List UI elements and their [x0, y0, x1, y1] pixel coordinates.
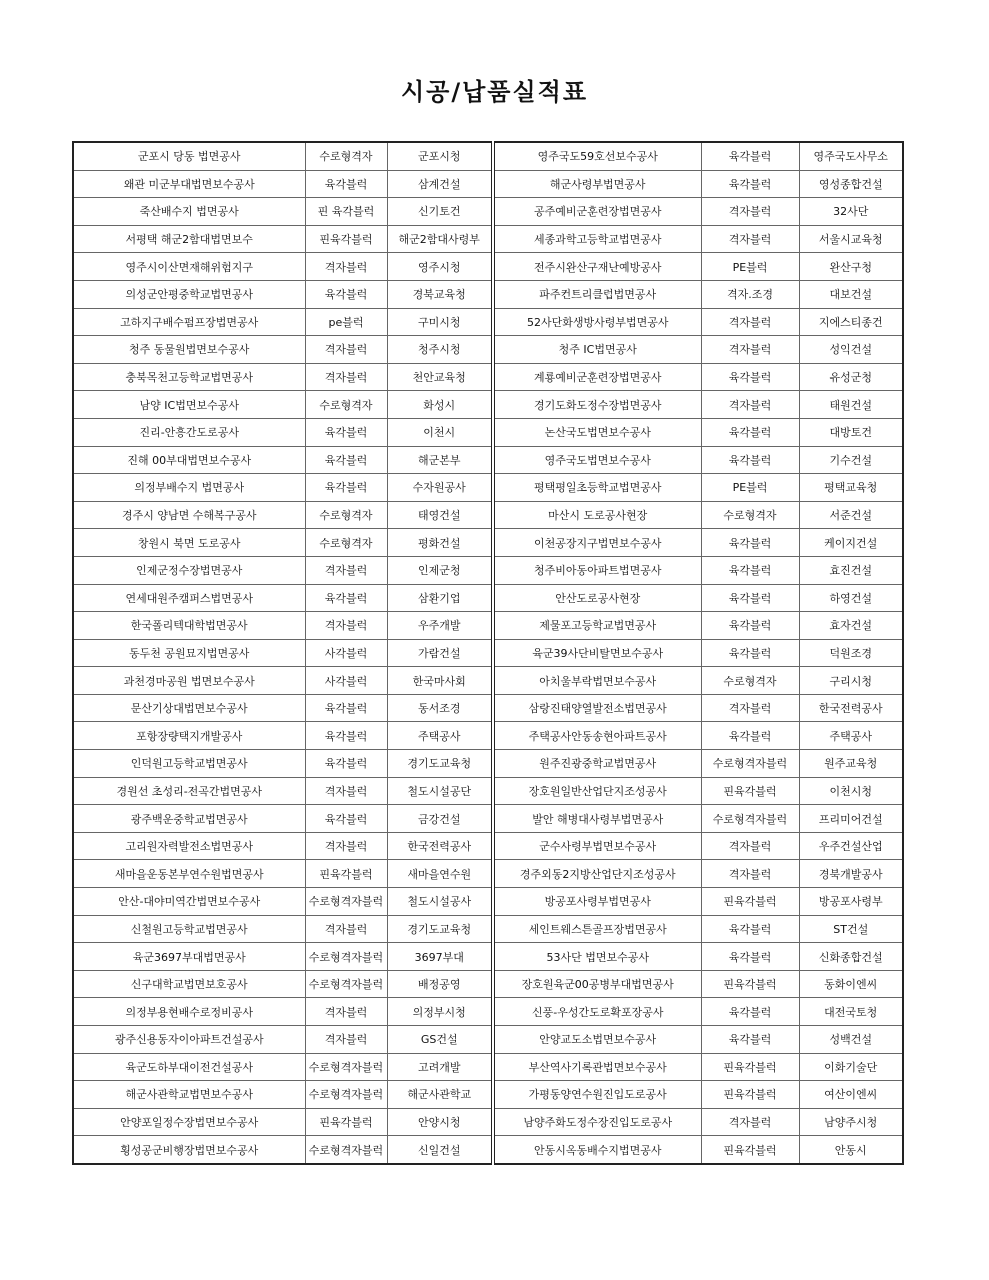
product-cell: 육각블럭 [701, 943, 799, 971]
product-cell: 육각블럭 [305, 474, 387, 502]
table-row [73, 860, 903, 888]
product-cell: pe블럭 [305, 308, 387, 336]
product-cell: 육각블럭 [701, 915, 799, 943]
project-name-cell: 서평택 해군2함대법면보수 [73, 225, 305, 253]
project-name-cell: 안산도로공사현장 [493, 584, 701, 612]
client-cell: 방공포사령부 [799, 888, 903, 916]
table-row [73, 225, 903, 253]
product-cell: 수로형격자 [305, 501, 387, 529]
client-cell: 태영건설 [387, 501, 493, 529]
table-row [73, 474, 903, 502]
table-row [73, 446, 903, 474]
client-cell: 덕원조경 [799, 639, 903, 667]
project-name-cell: 파주컨트리클럽법면공사 [493, 280, 701, 308]
client-cell: 원주교육청 [799, 750, 903, 778]
table-row [73, 694, 903, 722]
project-name-cell: 한국폴리텍대학법면공사 [73, 612, 305, 640]
product-cell: 격자블럭 [701, 1108, 799, 1136]
product-cell: PE블럭 [701, 474, 799, 502]
client-cell: 남양주시청 [799, 1108, 903, 1136]
product-cell: 육각블럭 [701, 529, 799, 557]
client-cell: 금강건설 [387, 805, 493, 833]
client-cell: 우주건설산업 [799, 832, 903, 860]
table-row [73, 280, 903, 308]
table-row [73, 998, 903, 1026]
product-cell: 핀육각블럭 [701, 1053, 799, 1081]
client-cell: 영주시청 [387, 253, 493, 281]
project-name-cell: 신철원고등학교법면공사 [73, 915, 305, 943]
project-name-cell: 창원시 북면 도로공사 [73, 529, 305, 557]
client-cell: 평화건설 [387, 529, 493, 557]
product-cell: 격자블럭 [701, 198, 799, 226]
product-cell: 핀육각블럭 [701, 1081, 799, 1109]
project-name-cell: 이천공장지구법면보수공사 [493, 529, 701, 557]
table-row [73, 501, 903, 529]
product-cell: 수로형격자블럭 [305, 943, 387, 971]
product-cell: 격자블럭 [305, 777, 387, 805]
client-cell: 이천시청 [799, 777, 903, 805]
client-cell: 신기토건 [387, 198, 493, 226]
product-cell: 사각블럭 [305, 639, 387, 667]
client-cell: 우주개발 [387, 612, 493, 640]
project-name-cell: 논산국도법면보수공사 [493, 418, 701, 446]
project-name-cell: 53사단 법면보수공사 [493, 943, 701, 971]
project-name-cell: 삼랑진태양열발전소법면공사 [493, 694, 701, 722]
product-cell: 육각블럭 [701, 1026, 799, 1054]
table-row [73, 805, 903, 833]
project-name-cell: 왜관 미군부대법면보수공사 [73, 170, 305, 198]
product-cell: 격자블럭 [305, 832, 387, 860]
table-row [73, 1026, 903, 1054]
project-name-cell: 장호원일반산업단지조성공사 [493, 777, 701, 805]
client-cell: 여산이엔씨 [799, 1081, 903, 1109]
client-cell: 서준건설 [799, 501, 903, 529]
client-cell: 한국전력공사 [799, 694, 903, 722]
client-cell: 서울시교육청 [799, 225, 903, 253]
product-cell: 핀육각블럭 [701, 1136, 799, 1164]
project-name-cell: 고하지구배수펌프장법면공사 [73, 308, 305, 336]
product-cell: 격자블럭 [305, 363, 387, 391]
product-cell: 격자블럭 [305, 998, 387, 1026]
table-row [73, 556, 903, 584]
table-row [73, 832, 903, 860]
product-cell: 육각블럭 [701, 612, 799, 640]
project-name-cell: 공주예비군훈련장법면공사 [493, 198, 701, 226]
project-name-cell: 가평동양연수원진입도로공사 [493, 1081, 701, 1109]
product-cell: 육각블럭 [701, 418, 799, 446]
client-cell: GS건설 [387, 1026, 493, 1054]
client-cell: 평택교육청 [799, 474, 903, 502]
project-name-cell: 원주진광중학교법면공사 [493, 750, 701, 778]
client-cell: 성백건설 [799, 1026, 903, 1054]
product-cell: 육각블럭 [701, 722, 799, 750]
table-row [73, 667, 903, 695]
table-row [73, 1053, 903, 1081]
project-name-cell: 인제군정수장법면공사 [73, 556, 305, 584]
table-row [73, 639, 903, 667]
product-cell: 육각블럭 [305, 750, 387, 778]
table-row [73, 888, 903, 916]
project-name-cell: 고리원자력발전소법면공사 [73, 832, 305, 860]
project-name-cell: 신구대학교법면보호공사 [73, 970, 305, 998]
project-name-cell: 장호원육군00공병부대법면공사 [493, 970, 701, 998]
project-name-cell: 아치울부락법면보수공사 [493, 667, 701, 695]
product-cell: 격자블럭 [305, 612, 387, 640]
table-row [73, 970, 903, 998]
client-cell: 군포시청 [387, 142, 493, 170]
client-cell: 가람건설 [387, 639, 493, 667]
client-cell: 한국마사회 [387, 667, 493, 695]
product-cell: 수로형격자 [305, 391, 387, 419]
product-cell: 수로형격자블럭 [305, 1081, 387, 1109]
project-name-cell: 죽산배수지 법면공사 [73, 198, 305, 226]
project-name-cell: 계룡예비군훈련장법면공사 [493, 363, 701, 391]
client-cell: 케이지건설 [799, 529, 903, 557]
product-cell: 격자블럭 [305, 253, 387, 281]
product-cell: 육각블럭 [305, 170, 387, 198]
project-name-cell: 의정부배수지 법면공사 [73, 474, 305, 502]
project-name-cell: 경주외동2지방산업단지조성공사 [493, 860, 701, 888]
product-cell: 사각블럭 [305, 667, 387, 695]
client-cell: 동화이엔씨 [799, 970, 903, 998]
client-cell: 철도시설공단 [387, 777, 493, 805]
product-cell: 격자블럭 [701, 391, 799, 419]
table-row [73, 1081, 903, 1109]
product-cell: PE블럭 [701, 253, 799, 281]
project-name-cell: 안동시옥동배수지법면공사 [493, 1136, 701, 1164]
product-cell: 격자블럭 [701, 832, 799, 860]
project-name-cell: 광주신용동자이아파트건설공사 [73, 1026, 305, 1054]
client-cell: 대방토건 [799, 418, 903, 446]
product-cell: 핀육각블럭 [305, 225, 387, 253]
project-name-cell: 동두천 공원묘지법면공사 [73, 639, 305, 667]
project-name-cell: 진리-안흥간도로공사 [73, 418, 305, 446]
project-name-cell: 영주국도59호선보수공사 [493, 142, 701, 170]
product-cell: 격자.조경 [701, 280, 799, 308]
client-cell: 이화기술단 [799, 1053, 903, 1081]
product-cell: 육각블럭 [701, 639, 799, 667]
project-name-cell: 연세대원주캠퍼스법면공사 [73, 584, 305, 612]
client-cell: 신일건설 [387, 1136, 493, 1164]
client-cell: 32사단 [799, 198, 903, 226]
product-cell: 격자블럭 [701, 694, 799, 722]
project-name-cell: 군수사령부법면보수공사 [493, 832, 701, 860]
project-name-cell: 발안 해병대사령부법면공사 [493, 805, 701, 833]
project-name-cell: 주택공사안동송현아파트공사 [493, 722, 701, 750]
product-cell: 수로형격자블럭 [305, 970, 387, 998]
project-name-cell: 해군사령부법면공사 [493, 170, 701, 198]
product-cell: 수로형격자 [701, 501, 799, 529]
client-cell: 3697부대 [387, 943, 493, 971]
product-cell: 핀 육각블럭 [305, 198, 387, 226]
client-cell: 철도시설공사 [387, 888, 493, 916]
project-name-cell: 세종과학고등학교법면공사 [493, 225, 701, 253]
client-cell: 경기도교육청 [387, 915, 493, 943]
table-row [73, 943, 903, 971]
product-cell: 격자블럭 [701, 225, 799, 253]
product-cell: 육각블럭 [701, 446, 799, 474]
product-cell: 격자블럭 [305, 915, 387, 943]
client-cell: 고려개발 [387, 1053, 493, 1081]
product-cell: 수로형격자 [305, 529, 387, 557]
client-cell: 효자건설 [799, 612, 903, 640]
table-row [73, 170, 903, 198]
product-cell: 육각블럭 [701, 170, 799, 198]
product-cell: 육각블럭 [305, 418, 387, 446]
client-cell: ST건설 [799, 915, 903, 943]
product-cell: 격자블럭 [305, 556, 387, 584]
project-name-cell: 경원선 초성리-전곡간법면공사 [73, 777, 305, 805]
product-cell: 육각블럭 [305, 694, 387, 722]
project-name-cell: 안산-대야미역간법면보수공사 [73, 888, 305, 916]
product-cell: 수로형격자 [701, 667, 799, 695]
product-cell: 격자블럭 [701, 860, 799, 888]
project-name-cell: 신풍-우성간도로확포장공사 [493, 998, 701, 1026]
product-cell: 수로형격자블럭 [305, 1053, 387, 1081]
product-cell: 육각블럭 [701, 998, 799, 1026]
project-name-cell: 세인트웨스튼골프장법면공사 [493, 915, 701, 943]
client-cell: 성익건설 [799, 336, 903, 364]
product-cell: 육각블럭 [701, 584, 799, 612]
client-cell: 동서조경 [387, 694, 493, 722]
client-cell: 영성종합건설 [799, 170, 903, 198]
client-cell: 태원건설 [799, 391, 903, 419]
client-cell: 해군본부 [387, 446, 493, 474]
product-cell: 수로형격자블럭 [305, 1136, 387, 1164]
project-name-cell: 안양교도소법면보수공사 [493, 1026, 701, 1054]
product-cell: 육각블럭 [305, 722, 387, 750]
project-name-cell: 충북목천고등학교법면공사 [73, 363, 305, 391]
client-cell: 안양시청 [387, 1108, 493, 1136]
product-cell: 육각블럭 [701, 556, 799, 584]
product-cell: 육각블럭 [701, 363, 799, 391]
client-cell: 해군사관학교 [387, 1081, 493, 1109]
product-cell: 육각블럭 [305, 446, 387, 474]
table-row [73, 363, 903, 391]
project-name-cell: 부산역사기록관법면보수공사 [493, 1053, 701, 1081]
project-name-cell: 과천경마공원 법면보수공사 [73, 667, 305, 695]
client-cell: 경기도교육청 [387, 750, 493, 778]
project-name-cell: 남양 IC법면보수공사 [73, 391, 305, 419]
project-name-cell: 영주시이산면재해위험지구 [73, 253, 305, 281]
client-cell: 의정부시청 [387, 998, 493, 1026]
table-row [73, 1136, 903, 1164]
project-name-cell: 청주 IC법면공사 [493, 336, 701, 364]
table-row [73, 529, 903, 557]
client-cell: 배정공영 [387, 970, 493, 998]
product-cell: 격자블럭 [701, 308, 799, 336]
table-row [73, 418, 903, 446]
client-cell: 완산구청 [799, 253, 903, 281]
client-cell: 기수건설 [799, 446, 903, 474]
client-cell: 삼계건설 [387, 170, 493, 198]
client-cell: 대전국토청 [799, 998, 903, 1026]
page-title: 시공/납품실적표 [400, 78, 589, 106]
product-cell: 육각블럭 [305, 280, 387, 308]
product-cell: 핀육각블럭 [305, 860, 387, 888]
table-row [73, 142, 903, 170]
project-name-cell: 경기도화도정수장법면공사 [493, 391, 701, 419]
project-name-cell: 광주백운중학교법면공사 [73, 805, 305, 833]
client-cell: 영주국도사무소 [799, 142, 903, 170]
client-cell: 구미시청 [387, 308, 493, 336]
performance-table-body [73, 142, 903, 1164]
table-row [73, 750, 903, 778]
client-cell: 수자원공사 [387, 474, 493, 502]
product-cell: 육각블럭 [701, 142, 799, 170]
product-cell: 수로형격자블럭 [701, 750, 799, 778]
client-cell: 하영건설 [799, 584, 903, 612]
project-name-cell: 안양포일정수장법면보수공사 [73, 1108, 305, 1136]
performance-table [72, 141, 904, 1165]
table-row [73, 915, 903, 943]
client-cell: 지에스티종건 [799, 308, 903, 336]
product-cell: 수로형격자블럭 [701, 805, 799, 833]
table-row [73, 253, 903, 281]
client-cell: 경북개발공사 [799, 860, 903, 888]
client-cell: 인제군청 [387, 556, 493, 584]
client-cell: 대보건설 [799, 280, 903, 308]
project-name-cell: 전주시완산구재난예방공사 [493, 253, 701, 281]
project-name-cell: 인덕원고등학교법면공사 [73, 750, 305, 778]
project-name-cell: 군포시 당동 법면공사 [73, 142, 305, 170]
project-name-cell: 횡성공군비행장법면보수공사 [73, 1136, 305, 1164]
client-cell: 주택공사 [387, 722, 493, 750]
project-name-cell: 의정부용현배수로정비공사 [73, 998, 305, 1026]
project-name-cell: 육군39사단비탈면보수공사 [493, 639, 701, 667]
product-cell: 핀육각블럭 [701, 970, 799, 998]
project-name-cell: 방공포사령부법면공사 [493, 888, 701, 916]
project-name-cell: 문산기상대법면보수공사 [73, 694, 305, 722]
project-name-cell: 청주 동물원법면보수공사 [73, 336, 305, 364]
client-cell: 유성군청 [799, 363, 903, 391]
client-cell: 이천시 [387, 418, 493, 446]
table-row [73, 612, 903, 640]
project-name-cell: 육군도하부대이전건설공사 [73, 1053, 305, 1081]
product-cell: 수로형격자 [305, 142, 387, 170]
project-name-cell: 새마을운동본부연수원법면공사 [73, 860, 305, 888]
client-cell: 주택공사 [799, 722, 903, 750]
product-cell: 격자블럭 [305, 336, 387, 364]
product-cell: 격자블럭 [701, 336, 799, 364]
product-cell: 수로형격자블럭 [305, 888, 387, 916]
client-cell: 경북교육청 [387, 280, 493, 308]
table-row [73, 1108, 903, 1136]
project-name-cell: 해군사관학교법면보수공사 [73, 1081, 305, 1109]
project-name-cell: 육군3697부대법면공사 [73, 943, 305, 971]
table-row [73, 336, 903, 364]
table-row [73, 777, 903, 805]
product-cell: 격자블럭 [305, 1026, 387, 1054]
product-cell: 핀육각블럭 [701, 777, 799, 805]
project-name-cell: 청주비아동아파트법면공사 [493, 556, 701, 584]
table-row [73, 308, 903, 336]
project-name-cell: 의성군안평중학교법면공사 [73, 280, 305, 308]
client-cell: 삼환기업 [387, 584, 493, 612]
product-cell: 육각블럭 [305, 584, 387, 612]
table-row [73, 722, 903, 750]
table-row [73, 584, 903, 612]
project-name-cell: 포항장량택지개발공사 [73, 722, 305, 750]
project-name-cell: 진해 00부대법면보수공사 [73, 446, 305, 474]
client-cell: 한국전력공사 [387, 832, 493, 860]
client-cell: 신화종합건설 [799, 943, 903, 971]
client-cell: 효진건설 [799, 556, 903, 584]
table-row [73, 391, 903, 419]
table-row [73, 198, 903, 226]
client-cell: 해군2함대사령부 [387, 225, 493, 253]
client-cell: 프리미어건설 [799, 805, 903, 833]
product-cell: 핀육각블럭 [305, 1108, 387, 1136]
project-name-cell: 52사단화생방사령부법면공사 [493, 308, 701, 336]
client-cell: 안동시 [799, 1136, 903, 1164]
project-name-cell: 경주시 양남면 수해복구공사 [73, 501, 305, 529]
client-cell: 천안교육청 [387, 363, 493, 391]
client-cell: 새마을연수원 [387, 860, 493, 888]
client-cell: 구리시청 [799, 667, 903, 695]
project-name-cell: 제물포고등학교법면공사 [493, 612, 701, 640]
product-cell: 핀육각블럭 [701, 888, 799, 916]
client-cell: 화성시 [387, 391, 493, 419]
product-cell: 육각블럭 [305, 805, 387, 833]
project-name-cell: 영주국도법면보수공사 [493, 446, 701, 474]
project-name-cell: 마산시 도로공사현장 [493, 501, 701, 529]
client-cell: 청주시청 [387, 336, 493, 364]
project-name-cell: 평택평일초등학교법면공사 [493, 474, 701, 502]
project-name-cell: 남양주화도정수장진입도로공사 [493, 1108, 701, 1136]
